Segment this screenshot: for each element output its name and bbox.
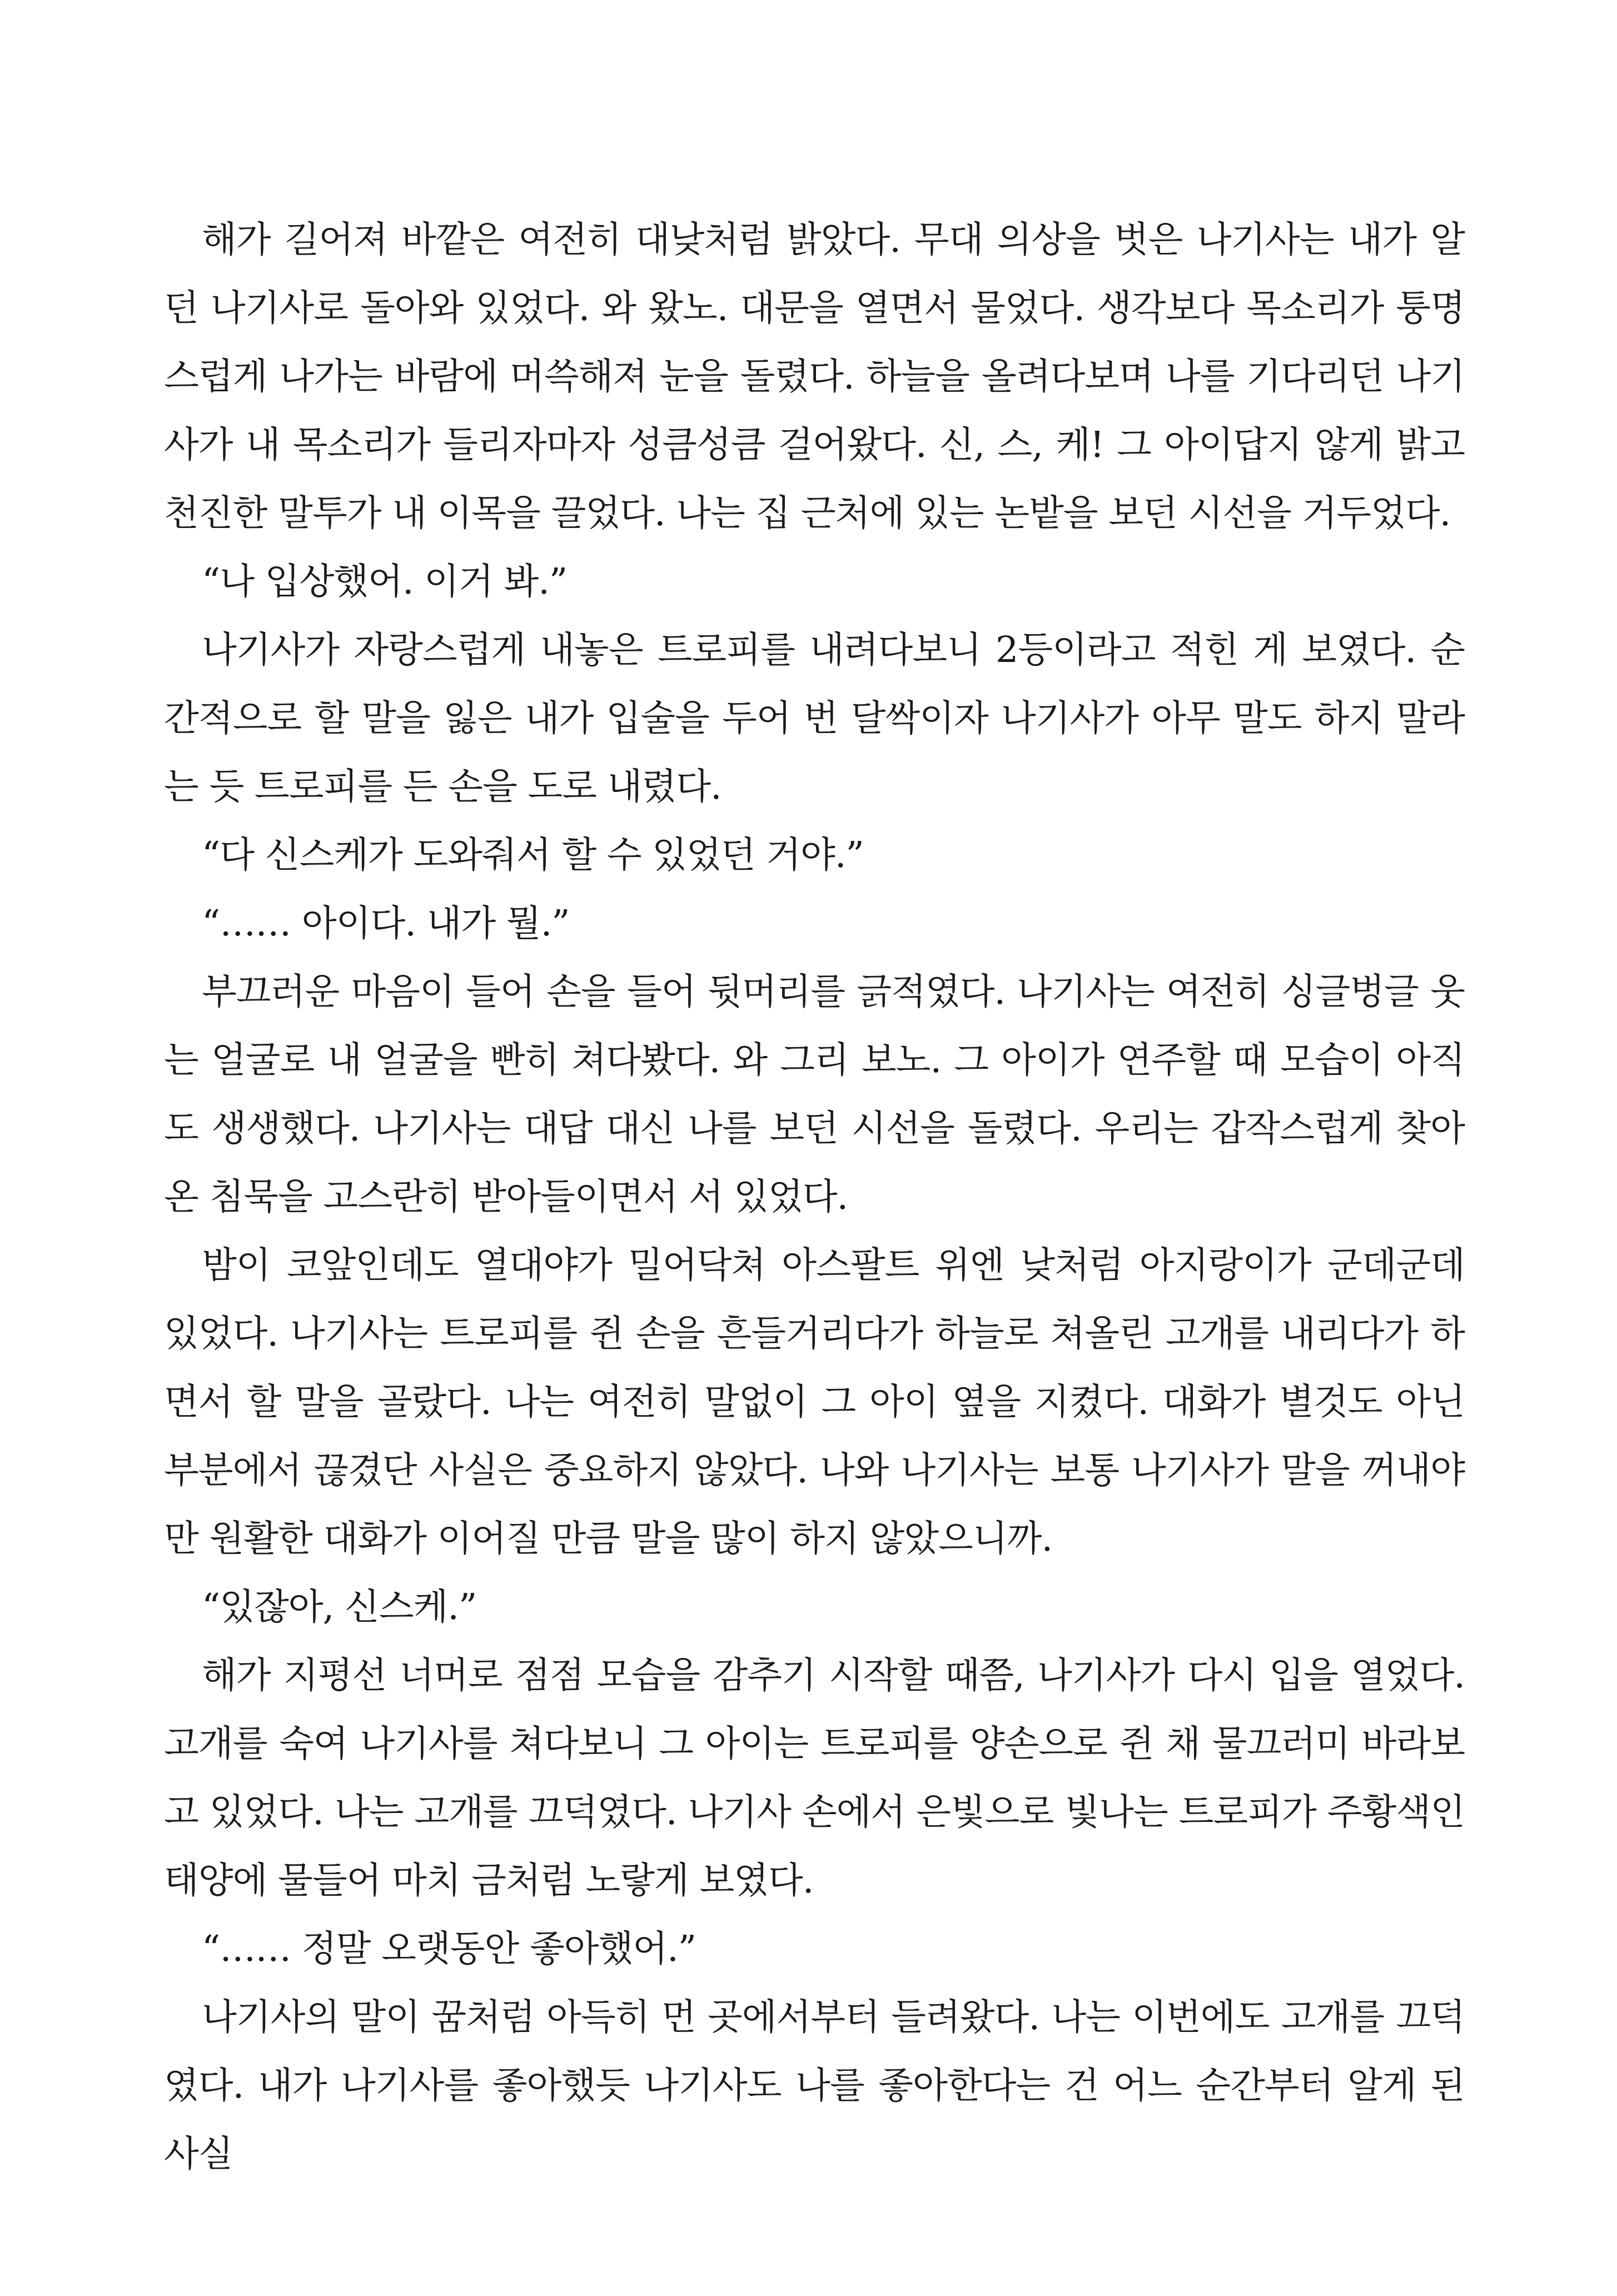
document-page <box>164 206 1465 2188</box>
dialogue-line: “다 신스케가 도와줘서 할 수 있었던 거야.” <box>202 834 864 876</box>
dialogue-line: “나 입상했어. 이거 봐.” <box>202 561 568 602</box>
dialogue-line: “…… 정말 오랫동안 좋아했어.” <box>202 1928 696 1970</box>
paragraph: 밤이 코앞인데도 열대야가 밀어닥쳐 아스팔트 위엔 낮처럼 아지랑이가 군데군데 있었다. 나기사는 트로피를 쥔 손을 흔들거리다가 하늘로 쳐올린 고개를 내리다가 하면서 할 말을 골랐다. 나는 여전히 말없이 그 아이 옆을 지켰다. 대화가 별것도 아닌 부분에서 끊겼단 사실은 중요하지 않았다. 나와 나기사는 보통 나기사가 말을 꺼내야만 원활한 대화가 이어질 만큼 말을 많이 하지 않았으니까. <box>164 1244 1465 1560</box>
paragraph: 해가 길어져 바깥은 여전히 대낮처럼 밝았다. 무대 의상을 벗은 나기사는 내가 알던 나기사로 돌아와 있었다. 와 왔노. 대문을 열면서 물었다. 생각보다 목소리가 퉁명스럽게 나가는 바람에 머쓱해져 눈을 돌렸다. 하늘을 올려다보며 나를 기다리던 나기사가 내 목소리가 들리자마자 성큼성큼 걸어왔다. 신, 스, 케! 그 아이답지 않게 밝고 천진한 말투가 내 이목을 끌었다. 나는 집 근처에 있는 논밭을 보던 시선을 거두었다. <box>164 219 1465 534</box>
paragraph: 해가 지평선 너머로 점점 모습을 감추기 시작할 때쯤, 나기사가 다시 입을 열었다. 고개를 숙여 나기사를 쳐다보니 그 아이는 트로피를 양손으로 쥔 채 물끄러미 바라보고 있었다. 나는 고개를 끄덕였다. 나기사 손에서 은빛으로 빛나는 트로피가 주황색인 태양에 물들어 마치 금처럼 노랗게 보였다. <box>164 1655 1465 1901</box>
paragraph: 부끄러운 마음이 들어 손을 들어 뒷머리를 긁적였다. 나기사는 여전히 싱글벙글 웃는 얼굴로 내 얼굴을 빤히 쳐다봤다. 와 그리 보노. 그 아이가 연주할 때 모습이 아직도 생생했다. 나기사는 대답 대신 나를 보던 시선을 돌렸다. 우리는 갑작스럽게 찾아온 침묵을 고스란히 받아들이면서 서 있었다. <box>164 971 1465 1218</box>
paragraph: 나기사가 자랑스럽게 내놓은 트로피를 내려다보니 2등이라고 적힌 게 보였다. 순간적으로 할 말을 잃은 내가 입술을 두어 번 달싹이자 나기사가 아무 말도 하지 말라는 듯 트로피를 든 손을 도로 내렸다. <box>164 629 1465 808</box>
dialogue-line: “…… 아이다. 내가 뭘.” <box>202 903 570 944</box>
dialogue-line: “있잖아, 신스케.” <box>202 1586 477 1628</box>
paragraph: 나기사의 말이 꿈처럼 아득히 먼 곳에서부터 들려왔다. 나는 이번에도 고개를 끄덕였다. 내가 나기사를 좋아했듯 나기사도 나를 좋아한다는 건 어느 순간부터 알게 된 사실 <box>164 1996 1465 2175</box>
